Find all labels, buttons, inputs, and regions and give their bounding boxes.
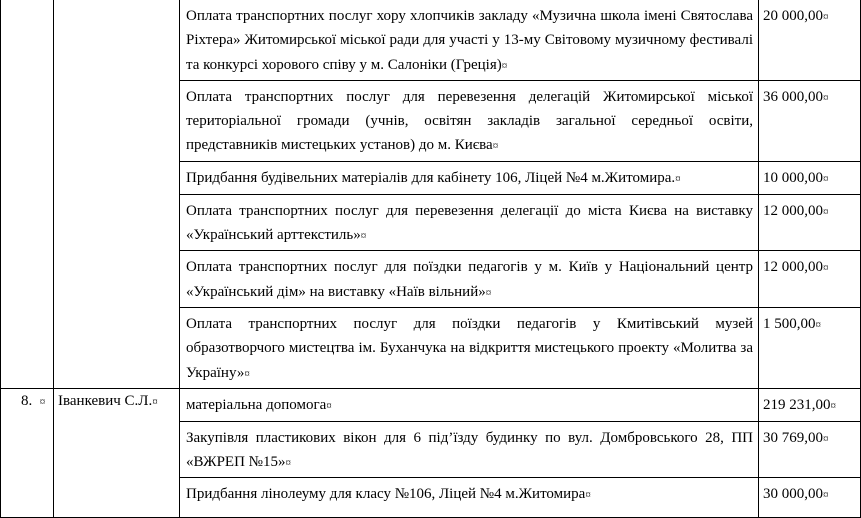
amount-cell (759, 307, 861, 388)
recipient-name-cell (54, 0, 180, 388)
amount-text: 30 000,00 (763, 486, 823, 503)
amount-cell (759, 80, 861, 161)
description-text: Оплата транспортних послуг для перевезення делегації до міста Києва на виставку «Український арттекстиль» (186, 202, 753, 244)
description-text: Оплата транспортних послуг для перевезення делегацій Житомирської міської територіальної громади (учнів, освітян закладів загальної середньої освіти, представників мистецьких установ) до м. Києва (186, 88, 753, 154)
description-cell (180, 0, 759, 80)
paragraph-mark: ¤ (244, 367, 250, 380)
row-number-cell (1, 0, 54, 388)
paragraph-mark: ¤ (485, 286, 492, 299)
amount-text: 1 500,00 (763, 315, 816, 332)
amount-text: 12 000,00 (763, 202, 823, 219)
amount-text: 219 231,00 (763, 396, 831, 413)
description-cell (180, 80, 759, 161)
description-cell (180, 307, 759, 388)
description-cell (180, 161, 759, 194)
paragraph-mark: ¤ (823, 11, 829, 23)
description-text: матеріальна допомога (186, 396, 327, 413)
description-text: Закупівля пластикових вікон для 6 під’їзду будинку по вул. Домбровського 28, ПП «ВЖРЕП №15» (186, 429, 753, 471)
paragraph-mark: ¤ (823, 172, 829, 185)
description-cell (180, 421, 759, 478)
description-text: Оплата транспортних послуг для поїздки педагогів у м. Київ у Національний центр «Український дім» на виставку «Наїв вільний» (186, 259, 753, 300)
amount-cell (759, 194, 861, 251)
description-text: Придбання будівельних матеріалів для кабінету 106, Ліцей №4 м.Житомира. (186, 169, 676, 186)
amount-cell (759, 388, 861, 421)
paragraph-mark: ¤ (815, 318, 821, 331)
table-row (1, 388, 861, 421)
amount-cell (759, 421, 861, 478)
table-row (1, 0, 861, 80)
amount-cell (759, 0, 861, 80)
paragraph-mark: ¤ (823, 262, 829, 275)
paragraph-mark: ¤ (285, 457, 291, 470)
amount-cell (759, 478, 861, 518)
description-text: Оплата транспортних послуг хору хлопчиків закладу «Музична школа імені Святослава Ріхтера» Житомирської міської ради для участі у 13-му Світовому музичному фестивалі та конкурсі хорового співу у м. Салоніки (Греція) (186, 8, 753, 73)
paragraph-mark: ¤ (360, 230, 367, 243)
paragraph-mark: ¤ (492, 140, 499, 153)
paragraph-mark: ¤ (501, 59, 508, 72)
recipient-name: Іванкевич С.Л. (58, 392, 153, 409)
description-cell (180, 194, 759, 251)
description-cell (180, 478, 759, 518)
description-text: Оплата транспортних послуг для поїздки педагогів у Кмитівський музей образотворчого мистецтва ім. Буханчука на відкриття мистецького проекту «Молитва за Україну» (186, 315, 753, 381)
amount-text: 30 769,00 (763, 429, 823, 446)
description-text: Придбання лінолеуму для класу №106, Ліцей №4 м.Житомира (186, 486, 586, 503)
amount-text: 36 000,00 (763, 88, 823, 105)
paragraph-mark: ¤ (326, 399, 332, 412)
recipient-name-cell (54, 388, 180, 518)
paragraph-mark: ¤ (675, 172, 681, 185)
row-number-cell (1, 388, 54, 518)
description-cell (180, 388, 759, 421)
amount-text: 10 000,00 (763, 169, 823, 186)
description-cell (180, 251, 759, 308)
paragraph-mark: ¤ (39, 395, 46, 408)
paragraph-mark: ¤ (585, 489, 591, 502)
amount-text: 20 000,00 (763, 8, 823, 24)
amount-cell (759, 161, 861, 194)
amount-text: 12 000,00 (763, 259, 823, 276)
paragraph-mark: ¤ (823, 91, 829, 104)
paragraph-mark: ¤ (823, 432, 829, 445)
paragraph-mark: ¤ (830, 399, 836, 412)
paragraph-mark: ¤ (823, 205, 829, 218)
paragraph-mark: ¤ (823, 489, 829, 502)
row-number: 8. (21, 392, 33, 409)
amount-cell (759, 251, 861, 308)
paragraph-mark: ¤ (152, 395, 158, 408)
